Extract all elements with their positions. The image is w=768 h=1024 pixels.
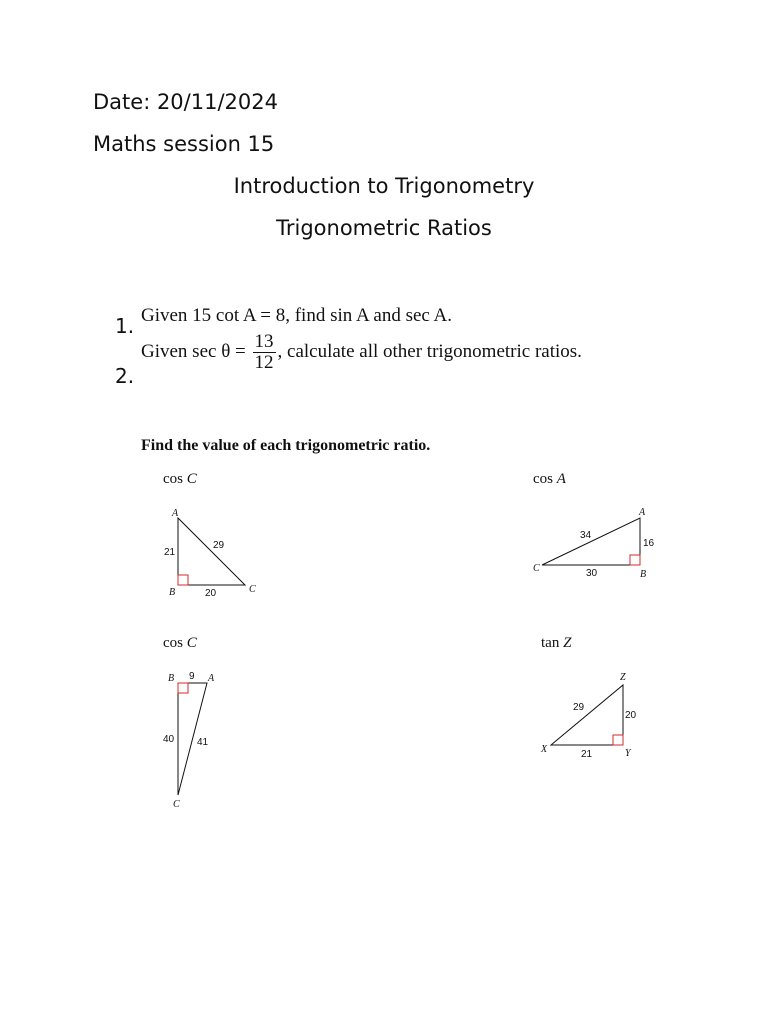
problem-3-var: C xyxy=(186,635,197,651)
question-2-text xyxy=(141,332,582,373)
right-angle-marker xyxy=(630,555,640,565)
vertex-label: X xyxy=(541,744,548,755)
vertex-label: C xyxy=(249,584,256,595)
sec-fraction xyxy=(253,332,276,373)
problem-2-func: cos xyxy=(533,471,553,487)
question-2-suffix: , calculate all other trigonometric ratios. xyxy=(277,340,582,362)
right-angle-marker xyxy=(613,735,623,745)
problem-2-var: A xyxy=(556,471,566,487)
problem-3-label xyxy=(163,635,197,652)
vertex-label: A xyxy=(172,508,179,519)
question-2-prefix: Given sec θ = xyxy=(141,340,246,362)
problem-4-label xyxy=(541,635,571,652)
page-title: Introduction to Trigonometry xyxy=(233,174,535,198)
date-line: Date: 20/11/2024 xyxy=(93,90,278,114)
vertex-label: A xyxy=(639,507,646,518)
side-length-label: 29 xyxy=(573,702,585,713)
vertex-label: C xyxy=(533,563,540,574)
exercise-heading: Find the value of each trigonometric ratio. xyxy=(141,437,431,454)
right-angle-marker xyxy=(178,683,188,693)
vertex-label: Z xyxy=(620,672,626,683)
side-length-label: 29 xyxy=(213,540,225,551)
vertex-label: A xyxy=(208,673,215,684)
side-length-label: 41 xyxy=(197,737,209,748)
problem-3-func: cos xyxy=(163,635,183,651)
side-length-label: 34 xyxy=(580,530,592,541)
page-subtitle: Trigonometric Ratios xyxy=(276,216,492,240)
session-line: Maths session 15 xyxy=(93,132,275,156)
question-2-number: 2. xyxy=(115,364,135,388)
triangle-3-diagram xyxy=(150,665,240,815)
side-length-label: 40 xyxy=(163,734,175,745)
vertex-label: B xyxy=(168,673,175,684)
problem-1-func: cos xyxy=(163,471,183,487)
side-length-label: 21 xyxy=(581,749,593,760)
vertex-label: C xyxy=(173,799,180,810)
problem-1-label xyxy=(163,471,197,488)
problem-2-label xyxy=(533,471,566,488)
question-1-number: 1. xyxy=(115,314,135,338)
triangle-1-diagram xyxy=(150,500,270,605)
fraction-denominator: 12 xyxy=(254,352,274,373)
question-1-text: Given 15 cot A = 8, find sin A and sec A. xyxy=(141,305,453,326)
triangle-2-diagram xyxy=(530,500,665,585)
problem-1-var: C xyxy=(186,471,197,487)
side-length-label: 16 xyxy=(643,538,655,549)
triangle-4-diagram xyxy=(535,665,645,765)
problem-4-func: tan xyxy=(541,635,560,651)
side-length-label: 30 xyxy=(586,568,598,579)
right-angle-marker xyxy=(178,575,188,585)
vertex-label: B xyxy=(640,569,647,580)
vertex-label: B xyxy=(169,587,176,598)
problem-4-var: Z xyxy=(563,635,572,651)
side-length-label: 21 xyxy=(164,547,176,558)
triangle-4-shape xyxy=(551,685,623,745)
side-length-label: 20 xyxy=(625,710,637,721)
side-length-label: 20 xyxy=(205,588,217,599)
fraction-numerator: 13 xyxy=(254,331,274,352)
side-length-label: 9 xyxy=(189,671,195,682)
triangle-2-shape xyxy=(542,518,640,565)
vertex-label: Y xyxy=(625,748,631,759)
